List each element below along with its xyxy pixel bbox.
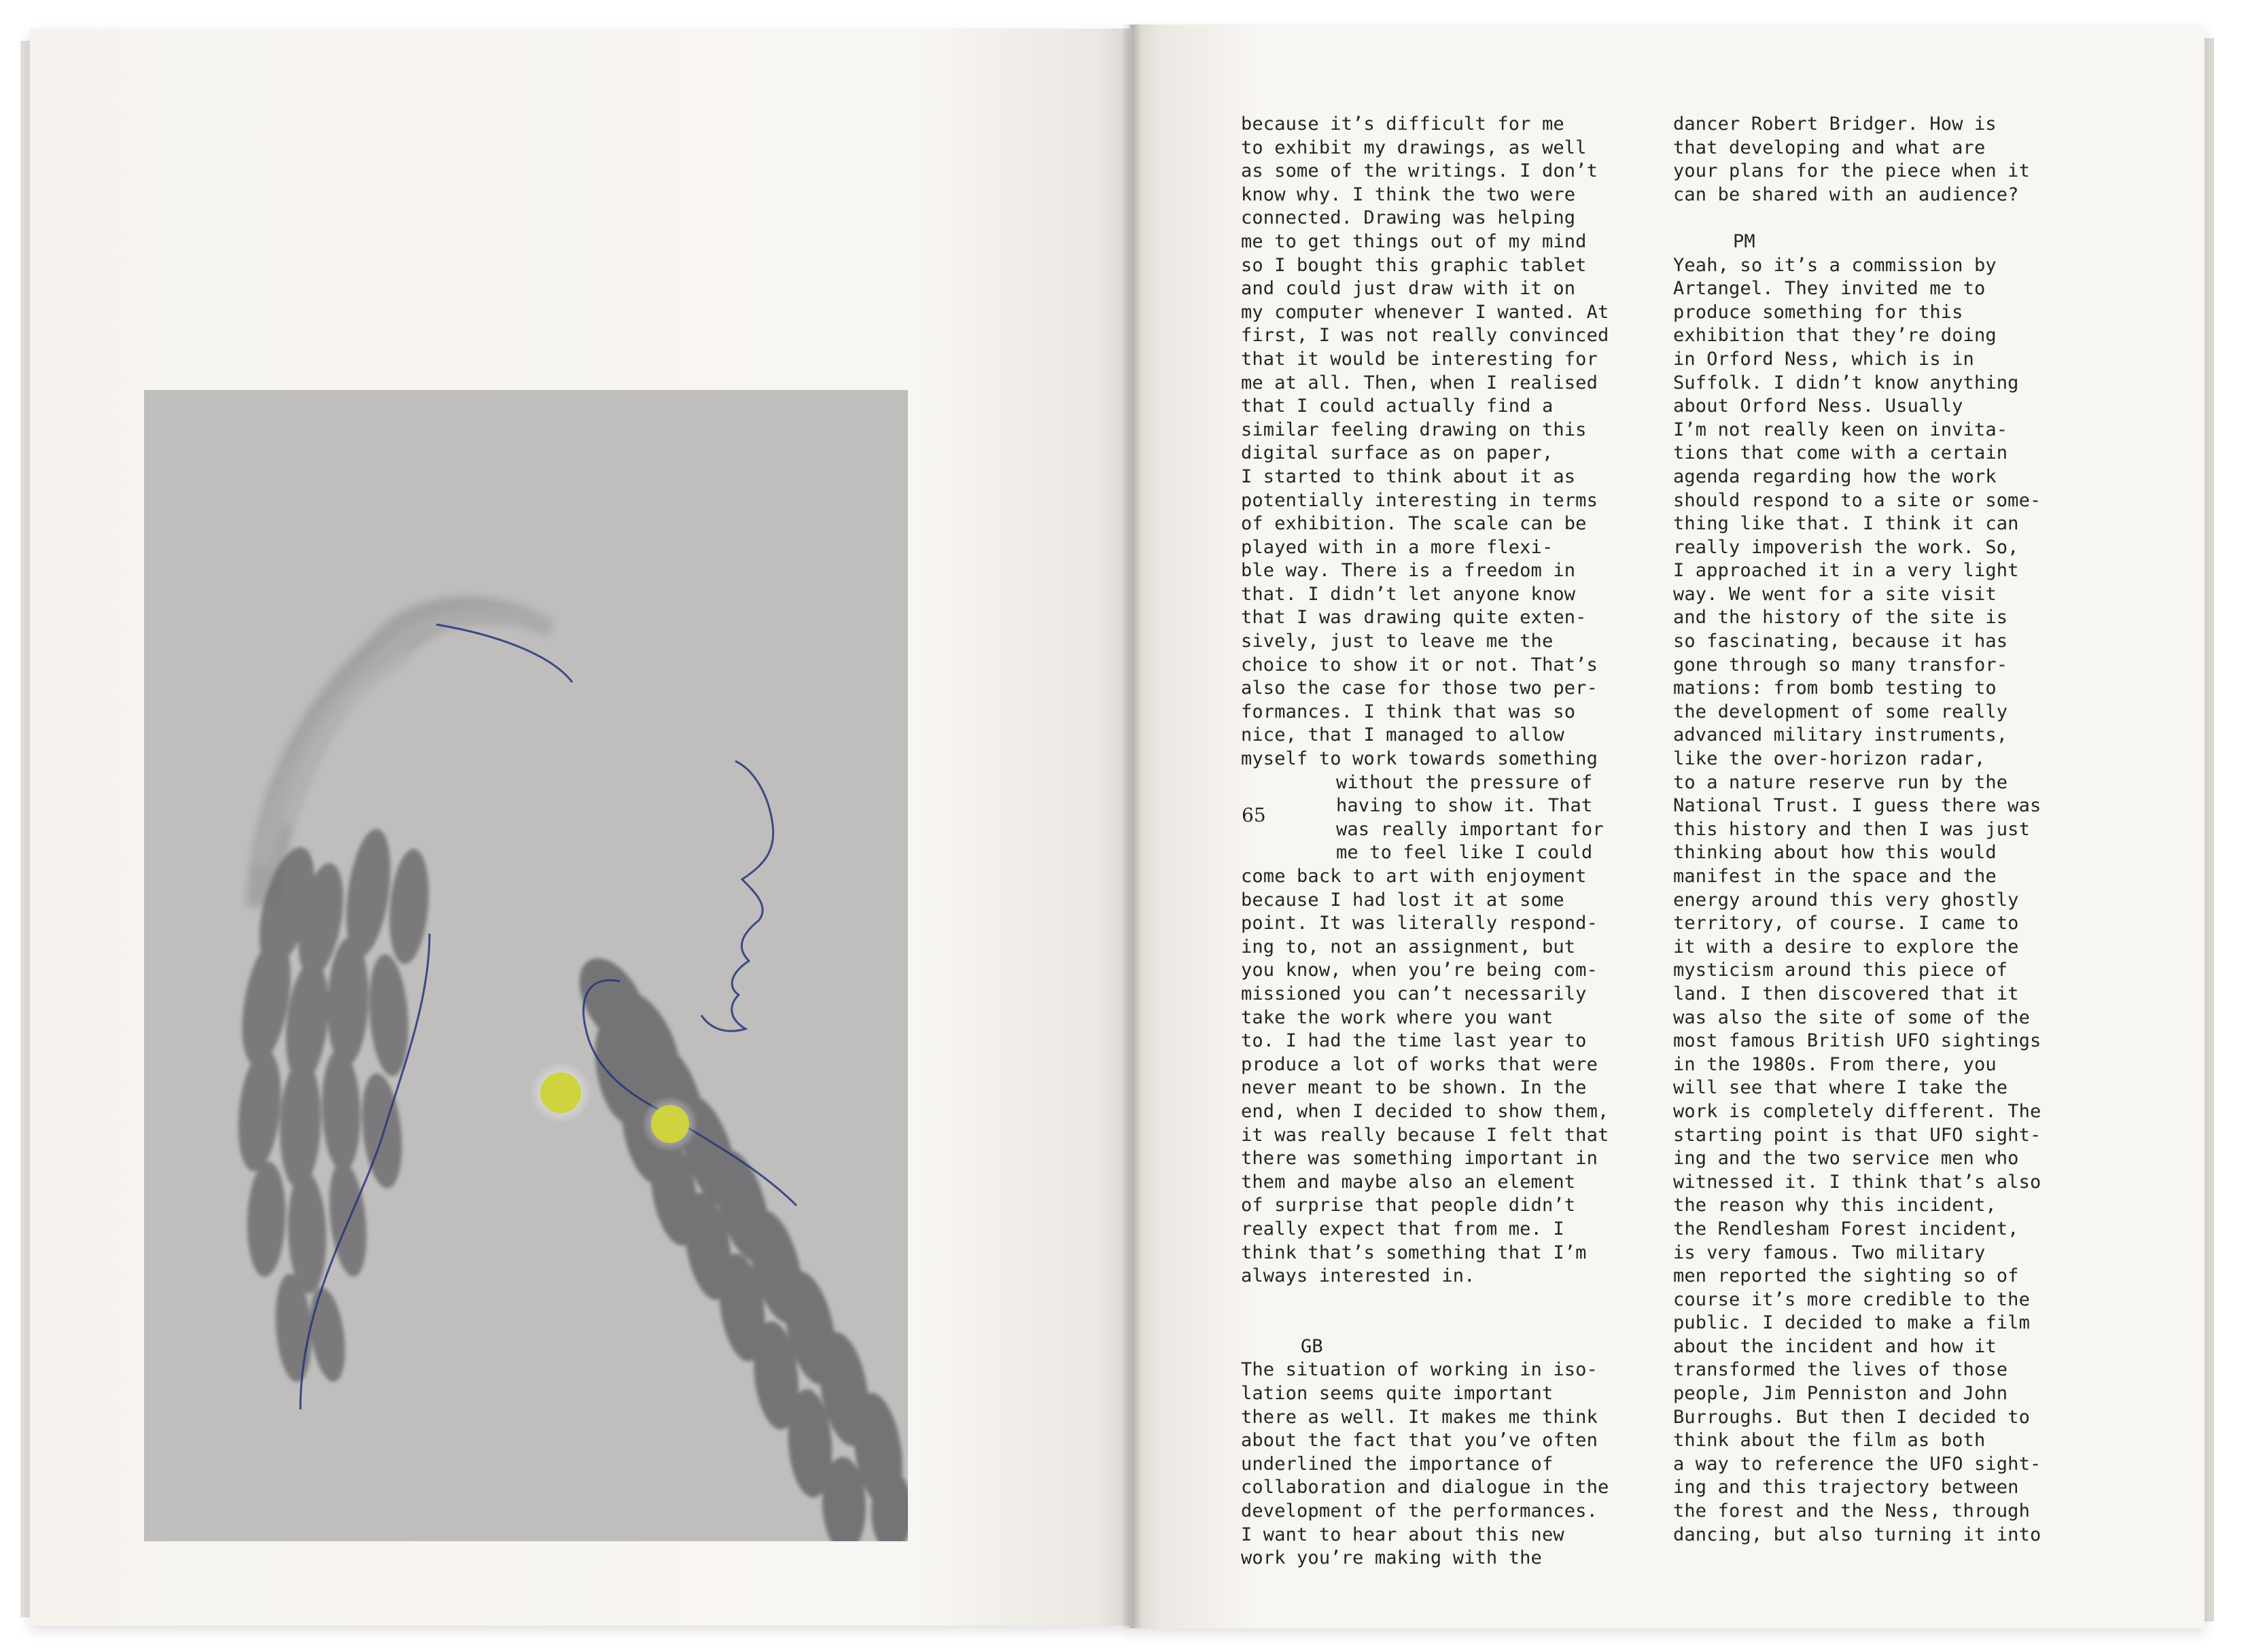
- text-line: there was something important in: [1241, 1148, 1598, 1170]
- text-line: men reported the sighting so of: [1673, 1265, 2019, 1287]
- text-line: because I had lost it at some: [1241, 889, 1564, 911]
- text-line: I want to hear about this new: [1241, 1524, 1564, 1545]
- paragraph-block: [1241, 865, 1655, 1288]
- text-line: that developing and what are: [1673, 137, 1986, 158]
- indented-block: [1241, 771, 1655, 865]
- text-line: development of the performances.: [1241, 1500, 1598, 1522]
- text-line: National Trust. I guess there was: [1673, 795, 2041, 817]
- text-line: energy around this very ghostly: [1673, 889, 2019, 911]
- text-line: tions that come with a certain: [1673, 442, 2008, 464]
- paragraph-block: [1673, 254, 2094, 1547]
- spacer: [1241, 1288, 1655, 1312]
- text-line: me to feel like I could: [1336, 842, 1593, 864]
- text-line: way. We went for a site visit: [1673, 583, 1997, 605]
- text-line: your plans for the piece when it: [1673, 160, 2030, 182]
- text-line: that I was drawing quite exten-: [1241, 607, 1587, 629]
- text-column-left: [1241, 113, 1655, 1570]
- text-line: produce a lot of works that were: [1241, 1053, 1598, 1075]
- text-line: my computer whenever I wanted. At: [1241, 301, 1609, 323]
- text-line: choice to show it or not. That’s: [1241, 654, 1598, 675]
- text-line: witnessed it. I think that’s also: [1673, 1171, 2041, 1193]
- text-line: them and maybe also an element: [1241, 1171, 1576, 1193]
- text-line: mations: from bomb testing to: [1673, 678, 1997, 699]
- text-line: to. I had the time last year to: [1241, 1030, 1587, 1052]
- spacer: [1241, 1312, 1655, 1335]
- text-line: I approached it in a very light: [1673, 560, 2019, 582]
- text-line: end, when I decided to show them,: [1241, 1100, 1609, 1122]
- text-line: come back to art with enjoyment: [1241, 866, 1587, 887]
- text-line: I’m not really keen on invita-: [1673, 419, 2008, 440]
- text-line: the forest and the Ness, through: [1673, 1500, 2030, 1522]
- text-line: thinking about how this would: [1673, 842, 1997, 864]
- text-line: without the pressure of: [1336, 771, 1593, 793]
- paragraph-block: [1673, 113, 2094, 207]
- text-line: the reason why this incident,: [1673, 1195, 1997, 1216]
- page-stack-right-edge: [2203, 38, 2214, 1621]
- text-line: so I bought this graphic tablet: [1241, 254, 1587, 276]
- text-line: exhibition that they’re doing: [1673, 325, 1997, 347]
- text-line: there as well. It makes me think: [1241, 1406, 1598, 1428]
- text-line: produce something for this: [1673, 301, 1963, 323]
- text-line: really impoverish the work. So,: [1673, 536, 2019, 558]
- text-line: as some of the writings. I don’t: [1241, 160, 1598, 182]
- text-line: work you’re making with the: [1241, 1547, 1542, 1569]
- text-line: gone through so many transfor-: [1673, 654, 2008, 675]
- illustration: [144, 390, 908, 1541]
- text-line: know why. I think the two were: [1241, 183, 1576, 205]
- text-line: people, Jim Penniston and John: [1673, 1383, 2008, 1405]
- text-line: ing to, not an assignment, but: [1241, 936, 1576, 957]
- text-line: is very famous. Two military: [1673, 1242, 1986, 1263]
- text-line: me at all. Then, when I realised: [1241, 372, 1598, 393]
- text-line: connected. Drawing was helping: [1241, 207, 1576, 229]
- text-line: similar feeling drawing on this: [1241, 419, 1587, 440]
- text-line: to a nature reserve run by the: [1673, 771, 2008, 793]
- speaker-label: PM: [1733, 230, 1755, 252]
- spacer: [1673, 207, 2094, 230]
- text-line: because it’s difficult for me: [1241, 113, 1564, 135]
- text-line: in Orford Ness, which is in: [1673, 348, 1974, 370]
- text-column-right: [1673, 113, 2094, 1547]
- text-line: starting point is that UFO sight-: [1673, 1124, 2041, 1146]
- text-line: Burroughs. But then I decided to: [1673, 1406, 2030, 1428]
- speaker-label: GB: [1301, 1335, 1323, 1357]
- text-line: potentially interesting in terms: [1241, 489, 1598, 511]
- illustration-figure: [144, 390, 908, 1541]
- text-line: dancer Robert Bridger. How is: [1673, 113, 1997, 135]
- text-line: never meant to be shown. In the: [1241, 1077, 1587, 1099]
- text-line: should respond to a site or some-: [1673, 489, 2041, 511]
- text-line: thing like that. I think it can: [1673, 513, 2019, 535]
- text-line: underlined the importance of: [1241, 1453, 1554, 1475]
- text-line: also the case for those two per-: [1241, 678, 1598, 699]
- text-line: The situation of working in iso-: [1241, 1359, 1598, 1381]
- text-line: collaboration and dialogue in the: [1241, 1477, 1609, 1498]
- text-line: think that’s something that I’m: [1241, 1242, 1587, 1263]
- text-line: nice, that I managed to allow: [1241, 724, 1564, 746]
- page-number: 65: [1242, 804, 1266, 826]
- text-line: you know, when you’re being com-: [1241, 960, 1598, 981]
- text-line: work is completely different. The: [1673, 1100, 2041, 1122]
- text-line: so fascinating, because it has: [1673, 631, 2008, 652]
- text-line: the Rendlesham Forest incident,: [1673, 1218, 2019, 1240]
- text-line: the development of some really: [1673, 701, 2008, 722]
- text-line: and the history of the site is: [1673, 607, 2008, 629]
- text-line: to exhibit my drawings, as well: [1241, 137, 1587, 158]
- text-line: of exhibition. The scale can be: [1241, 513, 1587, 535]
- text-line: lation seems quite important: [1241, 1383, 1554, 1405]
- text-line: missioned you can’t necessarily: [1241, 983, 1587, 1004]
- text-line: digital surface as on paper,: [1241, 442, 1554, 464]
- text-line: of surprise that people didn’t: [1241, 1195, 1576, 1216]
- text-line: it was really because I felt that: [1241, 1124, 1609, 1146]
- text-line: Yeah, so it’s a commission by: [1673, 254, 1997, 276]
- text-line: will see that where I take the: [1673, 1077, 2008, 1099]
- text-line: that I could actually find a: [1241, 396, 1554, 417]
- text-line: it with a desire to explore the: [1673, 936, 2019, 957]
- text-line: course it’s more credible to the: [1673, 1288, 2030, 1310]
- text-line: in the 1980s. From there, you: [1673, 1053, 1997, 1075]
- text-line: dancing, but also turning it into: [1673, 1524, 2041, 1545]
- text-line: that it would be interesting for: [1241, 348, 1598, 370]
- text-line: land. I then discovered that it: [1673, 983, 2019, 1004]
- text-line: really expect that from me. I: [1241, 1218, 1564, 1240]
- text-line: Suffolk. I didn’t know anything: [1673, 372, 2019, 393]
- text-line: was also the site of some of the: [1673, 1006, 2030, 1028]
- text-line: point. It was literally respond-: [1241, 913, 1598, 934]
- text-line: agenda regarding how the work: [1673, 465, 1997, 487]
- text-line: about the incident and how it: [1673, 1335, 1997, 1357]
- text-line: mysticism around this piece of: [1673, 960, 2008, 981]
- text-line: a way to reference the UFO sight-: [1673, 1453, 2041, 1475]
- text-line: always interested in.: [1241, 1265, 1475, 1287]
- text-line: think about the film as both: [1673, 1430, 1986, 1452]
- text-line: can be shared with an audience?: [1673, 183, 2019, 205]
- text-line: myself to work towards something: [1241, 748, 1598, 770]
- text-line: public. I decided to make a film: [1673, 1312, 2030, 1334]
- text-line: take the work where you want: [1241, 1006, 1554, 1028]
- text-line: ing and the two service men who: [1673, 1148, 2019, 1170]
- text-line: me to get things out of my mind: [1241, 230, 1587, 252]
- text-line: about the fact that you’ve often: [1241, 1430, 1598, 1452]
- text-line: played with in a more flexi-: [1241, 536, 1554, 558]
- text-line: formances. I think that was so: [1241, 701, 1576, 722]
- text-line: ing and this trajectory between: [1673, 1477, 2019, 1498]
- text-line: sively, just to leave me the: [1241, 631, 1554, 652]
- text-line: having to show it. That: [1336, 795, 1593, 817]
- text-line: territory, of course. I came to: [1673, 913, 2019, 934]
- text-line: and could just draw with it on: [1241, 278, 1576, 300]
- paragraph-block: [1241, 113, 1655, 771]
- text-line: like the over-horizon radar,: [1673, 748, 1986, 770]
- text-line: this history and then I was just: [1673, 818, 2030, 840]
- text-line: most famous British UFO sightings: [1673, 1030, 2041, 1052]
- text-line: first, I was not really convinced: [1241, 325, 1609, 347]
- text-line: was really important for: [1336, 818, 1604, 840]
- text-line: Artangel. They invited me to: [1673, 278, 1986, 300]
- text-line: ble way. There is a freedom in: [1241, 560, 1576, 582]
- paragraph-block: [1241, 1358, 1655, 1570]
- text-line: advanced military instruments,: [1673, 724, 2008, 746]
- text-line: I started to think about it as: [1241, 465, 1576, 487]
- text-line: manifest in the space and the: [1673, 866, 1997, 887]
- book-spine-shadow: [1121, 24, 1142, 1628]
- text-line: about Orford Ness. Usually: [1673, 396, 1963, 417]
- text-line: that. I didn’t let anyone know: [1241, 583, 1576, 605]
- text-line: transformed the lives of those: [1673, 1359, 2008, 1381]
